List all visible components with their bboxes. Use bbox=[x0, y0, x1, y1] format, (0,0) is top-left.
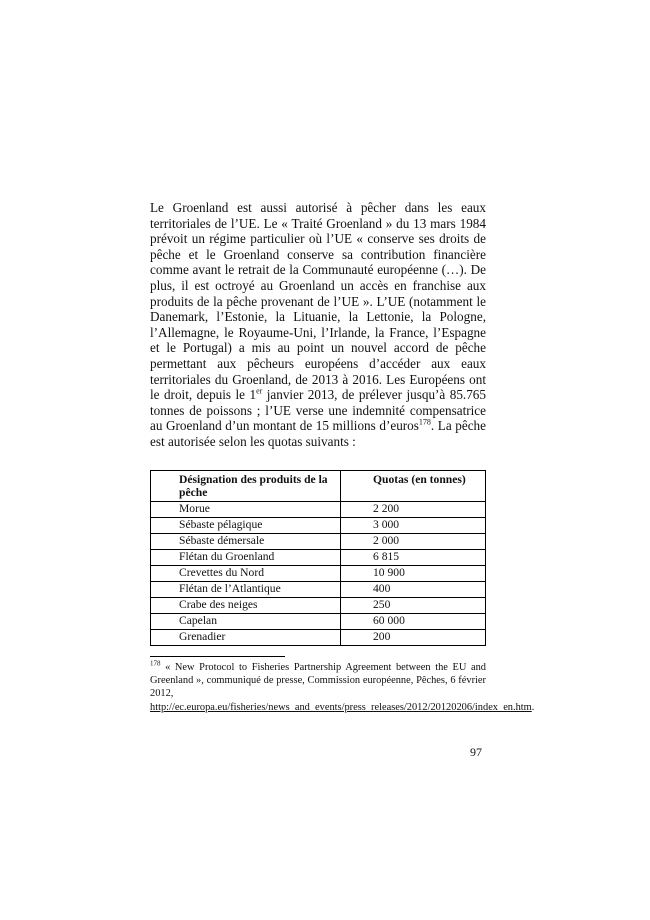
product-cell: Morue bbox=[151, 502, 341, 518]
body-text-part-2: janvier 2013, de prélever jusqu’à 85.765 tonnes de poissons ; l’UE verse une indemnité compensatrice au Groenland d’un montant de 15 millions d’euros bbox=[150, 387, 486, 434]
quota-cell: 60 000 bbox=[341, 614, 486, 630]
table-header-row bbox=[151, 471, 486, 502]
product-cell: Capelan bbox=[151, 614, 341, 630]
product-cell: Grenadier bbox=[151, 630, 341, 646]
quota-cell: 10 900 bbox=[341, 566, 486, 582]
table-row bbox=[151, 502, 486, 518]
quota-cell: 6 815 bbox=[341, 550, 486, 566]
table-row bbox=[151, 566, 486, 582]
footnote-reference[interactable]: 178 bbox=[418, 417, 431, 427]
table-row bbox=[151, 534, 486, 550]
footnote bbox=[150, 659, 535, 714]
footnote-divider bbox=[150, 656, 285, 657]
body-text-part-1: Le Groenland est aussi autorisé à pêcher dans les eaux territoriales de l’UE. Le « Traité Groenland » du 13 mars 1984 prévoit un régime particulier où l’UE « conserve ses droits de pêche et le Groenland conserve sa contribution financière comme avant le retrait de la Communauté européenne (…). De plus, il est octroyé au Groenland un accès en franchise aux produits de la pêche provenant de l’UE ». L’UE (notamment le Danemark, l’Estonie, la Lituanie, la Lettonie, la Pologne, l’Allemagne, le Royaume-Uni, l’Irlande, la France, l’Espagne et le Portugal) a mis au point un nouvel accord de pêche permettant aux pêcheurs européens d’accéder aux eaux territoriales du Groenland, de 2013 à 2016. Les Européens ont le droit, depuis le 1 bbox=[150, 200, 486, 403]
table-row bbox=[151, 550, 486, 566]
ordinal-superscript: er bbox=[256, 386, 263, 396]
quota-table bbox=[150, 470, 486, 646]
body-text bbox=[150, 200, 486, 450]
body-text-part-3: . La pêche est autorisée selon les quotas suivants : bbox=[150, 418, 486, 449]
table-row bbox=[151, 630, 486, 646]
product-cell: Flétan de l’Atlantique bbox=[151, 582, 341, 598]
page-number: 97 bbox=[470, 745, 482, 759]
header-quota: Quotas (en tonnes) bbox=[341, 471, 486, 502]
quota-cell: 3 000 bbox=[341, 518, 486, 534]
header-product: Désignation des produits de la pêche bbox=[151, 471, 341, 502]
footnote-number: 178 bbox=[150, 659, 161, 668]
table-row bbox=[151, 582, 486, 598]
product-cell: Sébaste démersale bbox=[151, 534, 341, 550]
quota-cell: 200 bbox=[341, 630, 486, 646]
quota-cell: 2 000 bbox=[341, 534, 486, 550]
product-cell: Flétan du Groenland bbox=[151, 550, 341, 566]
footnote-end: . bbox=[531, 701, 535, 713]
table-row bbox=[151, 614, 486, 630]
body-paragraph bbox=[150, 200, 486, 450]
quota-cell: 2 200 bbox=[341, 502, 486, 518]
product-cell: Crevettes du Nord bbox=[151, 566, 341, 582]
table-row bbox=[151, 598, 486, 614]
quota-cell: 250 bbox=[341, 598, 486, 614]
table-row bbox=[151, 518, 486, 534]
footnote-link[interactable]: http://ec.europa.eu/fisheries/news_and_events/press_releases/2012/20120206/index_en.htm bbox=[150, 701, 532, 713]
footnote-text: « New Protocol to Fisheries Partnership Agreement between the EU and Greenland », communiqué de presse, Commission européenne, Pêches, 6 février 2012, bbox=[150, 662, 486, 700]
product-cell: Sébaste pélagique bbox=[151, 518, 341, 534]
quota-cell: 400 bbox=[341, 582, 486, 598]
product-cell: Crabe des neiges bbox=[151, 598, 341, 614]
